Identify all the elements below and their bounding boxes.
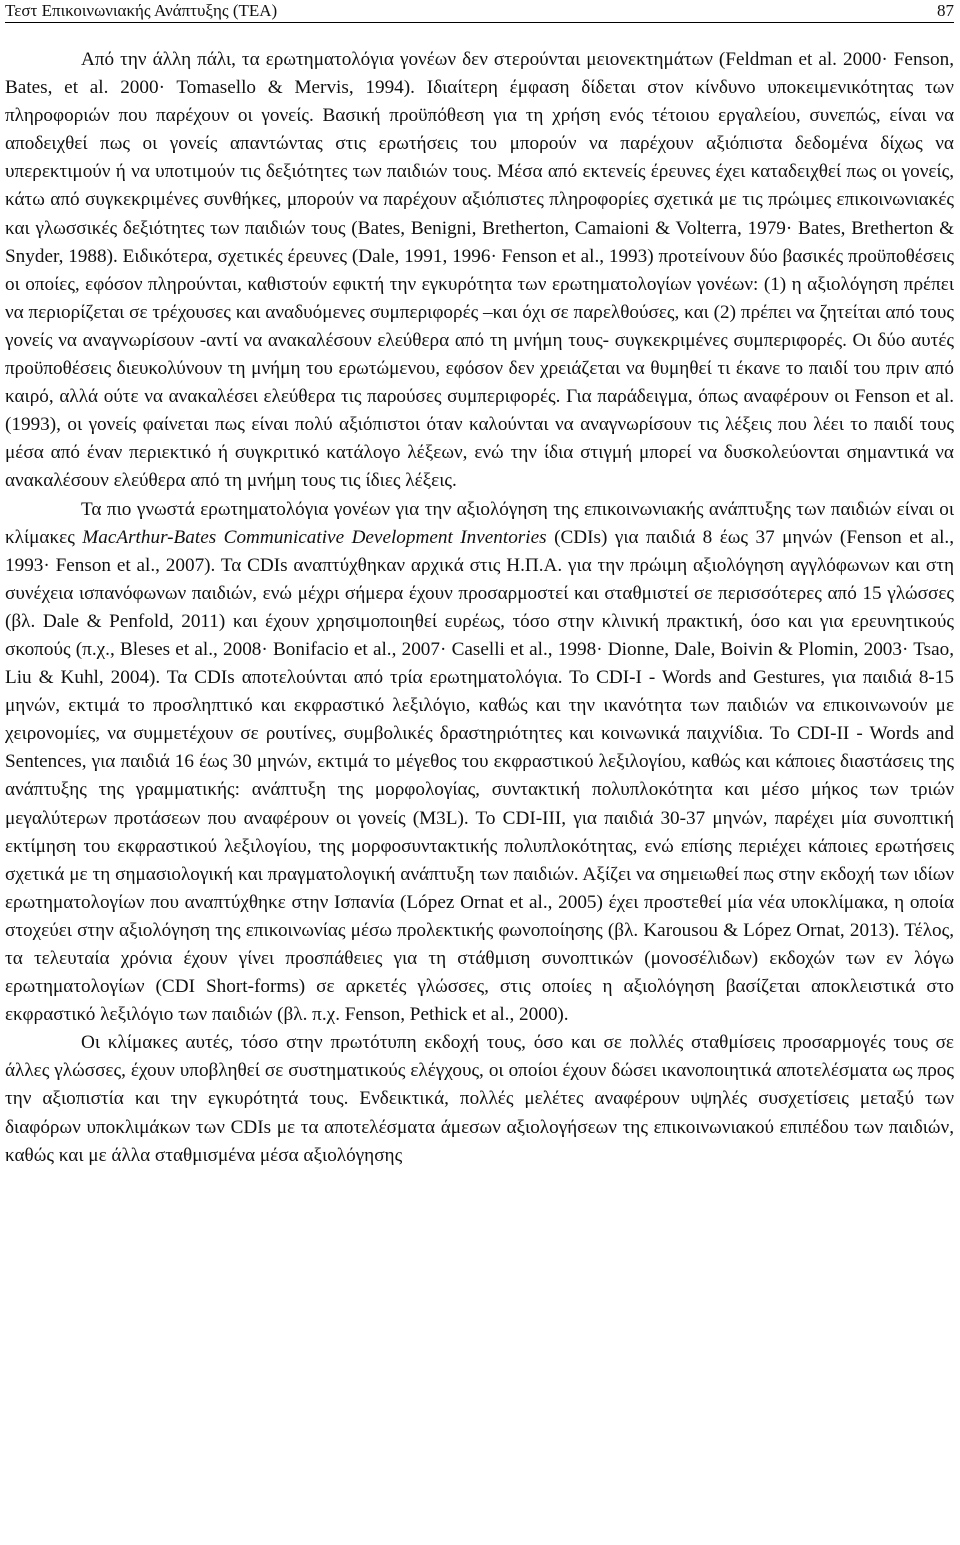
paragraph-3-text: Οι κλίμακες αυτές, τόσο στην πρωτότυπη εκδοχή τους, όσο και σε πολλές σταθμίσεις προσαρμογές τους σε άλλες γλώσσες, έχουν υποβληθεί σε συστηματικούς ελέγχους, οι οποίοι έχουν δώσει ικανοποιητικά αποτελέσματα ως προς την αξιοπιστία και την εγκυρότητά τους. Ενδεικτικά, πολλές μελέτες αναφέρουν υψηλές συσχετίσεις μεταξύ των διαφόρων υποκλιμάκων των CDIs με τα αποτελέσματα άμεσων αξιολογήσεων της επικοινωνιακού επιπέδου των παιδιών, καθώς και με άλλα σταθμισμένα μέσα αξιολόγησης xyxy=(5,1032,954,1166)
running-header xyxy=(5,0,954,23)
paragraph-1 xyxy=(5,46,954,496)
paragraph-2-text-start: Τα πιο γνωστά ερωτηματολόγια γονέων για την αξιολόγηση της επικοινωνιακής ανάπτυξης των παιδιών είναι οι κλίμακες xyxy=(5,498,954,548)
paragraph-2-text-end: (CDIs) για παιδιά 8 έως 37 μηνών (Fenson et al., 1993· Fenson et al., 2007). Τα CDIs αναπτύχθηκαν αρχικά στις Η.Π.Α. για την πρώιμη αξιολόγηση αγγλόφωνων και στη συνέχεια ισπανόφωνων παιδιών, ενώ μέχρι σήμερα έχουν προσαρμοστεί και σταθμιστεί σε περισσότερες από 15 γλώσσες (βλ. Dale & Penfold, 2011) και έχουν χρησιμοποιηθεί ευρέως, τόσο στην κλινική πρακτική, όσο και για ερευνητικούς σκοπούς (π.χ., Bleses et al., 2008· Bonifacio et al., 2007· Caselli et al., 1998· Dionne, Dale, Boivin & Plomin, 2003· Tsao, Liu & Kuhl, 2004). Τα CDIs αποτελούνται από τρία ερωτηματολόγια. Το CDI-I - Words and Gestures, για παιδιά 8-15 μηνών, εκτιμά το προσληπτικό και εκφραστικό λεξιλόγιο, καθώς και την ικανότητα των παιδιών να επικοινωνούν με χειρονομίες, να συμμετέχουν σε ρουτίνες, συμβολικές δραστηριότητες και κοινωνικά παιχνίδια. Το CDI-II - Words and Sentences, για παιδιά 16 έως 30 μηνών, εκτιμά το μέγεθος του εκφραστικού λεξιλογίου, καθώς και κάποιες διαστάσεις της ανάπτυξης της γραμματικής: ανάπτυξη της μορφολογίας, συντακτική πολυπλοκότητα και μέσο μήκος των τριών μεγαλύτερων προτάσεων που αναφέρουν οι γονείς (M3L). Το CDI-III, για παιδιά 30-37 μηνών, παρέχει μία συνοπτική εκτίμηση του εκφραστικού λεξιλογίου, της μορφοσυντακτικής πολυπλοκότητας, ενώ επίσης περιέχει κάποιες ερωτήσεις σχετικά με τη σημασιολογική και πραγματολογική ανάπτυξη των παιδιών. Αξίζει να σημειωθεί πως στην εκδοχή των ιδίων ερωτηματολογίων που αναπτύχθηκε στην Ισπανία (López Ornat et al., 2005) έχει προστεθεί μία νέα υποκλίμακα, η οποία στοχεύει στην αξιολόγηση της επικοινωνίας μέσω προλεκτικής φωνοποίησης (βλ. Karousou & López Ornat, 2013). Τέλος, τα τελευταία χρόνια έχουν γίνει προσπάθειες για τη στάθμιση συνοπτικών (μονοσέλιδων) εκδοχών των εν λόγω ερωτηματολογίων (CDI Short-forms) σε αρκετές γλώσσες, στις οποίες η αξιολόγηση βασίζεται αποκλειστικά στο εκφραστικό λεξιλόγιο των παιδιών (βλ. π.χ. Fenson, Pethick et al., 2000). xyxy=(5,526,954,1026)
page-number: 87 xyxy=(937,1,954,20)
paragraph-2 xyxy=(5,496,954,1030)
body-text xyxy=(5,46,954,1170)
paragraph-1-text: Από την άλλη πάλι, τα ερωτηματολόγια γονέων δεν στερούνται μειονεκτημάτων (Feldman et al. 2000· Fenson, Bates, et al. 2000· Tomasello & Mervis, 1994). Ιδιαίτερη έμφαση δίδεται στον κίνδυνο υποκειμενικότητας των πληροφοριών που παρέχουν οι γονείς. Βασική προϋπόθεση για τη χρήση ενός τέτοιου εργαλείου, συνεπώς, είναι να αποδειχθεί πως οι γονείς απαντώντας στις ερωτήσεις του μπορούν να παρέχουν αξιόπιστα δεδομένα δίχως να υπερεκτιμούν ή να υποτιμούν τις δεξιότητες των παιδιών τους. Μέσα από εκτενείς έρευνες έχει καταδειχθεί πως οι γονείς, κάτω από συγκεκριμένες συνθήκες, μπορούν να παρέχουν αξιόπιστες πληροφορίες σχετικά με τις πρώιμες επικοινωνιακές και γλωσσικές δεξιότητες των παιδιών τους (Bates, Benigni, Bretherton, Camaioni & Volterra, 1979· Bates, Bretherton & Snyder, 1988). Ειδικότερα, σχετικές έρευνες (Dale, 1991, 1996· Fenson et al., 1993) προτείνουν δύο βασικές προϋποθέσεις οι οποίες, εφόσον πληρούνται, καθιστούν εφικτή την εγκυρότητα των ερωτηματολογίων γονέων: (1) η αξιολόγηση πρέπει να περιορίζεται σε τρέχουσες και αναδυόμενες συμπεριφορές –και όχι σε παρελθούσες, και (2) πρέπει να ζητείται από τους γονείς να αναγνωρίσουν -αντί να ανακαλέσουν ελεύθερα από τη μνήμη τους- συγκεκριμένες συμπεριφορές. Οι δύο αυτές προϋποθέσεις διευκολύνουν τη μνήμη του ερωτώμενου, εφόσον δεν χρειάζεται να θυμηθεί τι έκανε το παιδί του πριν από καιρό, αλλά ούτε να ανακαλέσει ελεύθερα τις παρούσες συμπεριφορές. Για παράδειγμα, όπως αναφέρουν οι Fenson et al. (1993), οι γονείς φαίνεται πως είναι πολύ αξιόπιστοι όταν καλούνται να αναγνωρίσουν τις λέξεις που λέει το παιδί τους μέσα από έναν περιεκτικό ή συγκριτικό κατάλογο λέξεων, ενώ την ίδια στιγμή μπορεί να δυσκολεύονται σημαντικά να ανακαλέσουν ελεύθερα από τη μνήμη τους τις ίδιες λέξεις. xyxy=(5,49,954,492)
paragraph-3 xyxy=(5,1029,954,1169)
cdi-scale-name: MacArthur-Bates Communicative Development Inventories xyxy=(82,526,547,548)
journal-title: Τεστ Επικοινωνιακής Ανάπτυξης (ΤΕΑ) xyxy=(5,1,278,20)
